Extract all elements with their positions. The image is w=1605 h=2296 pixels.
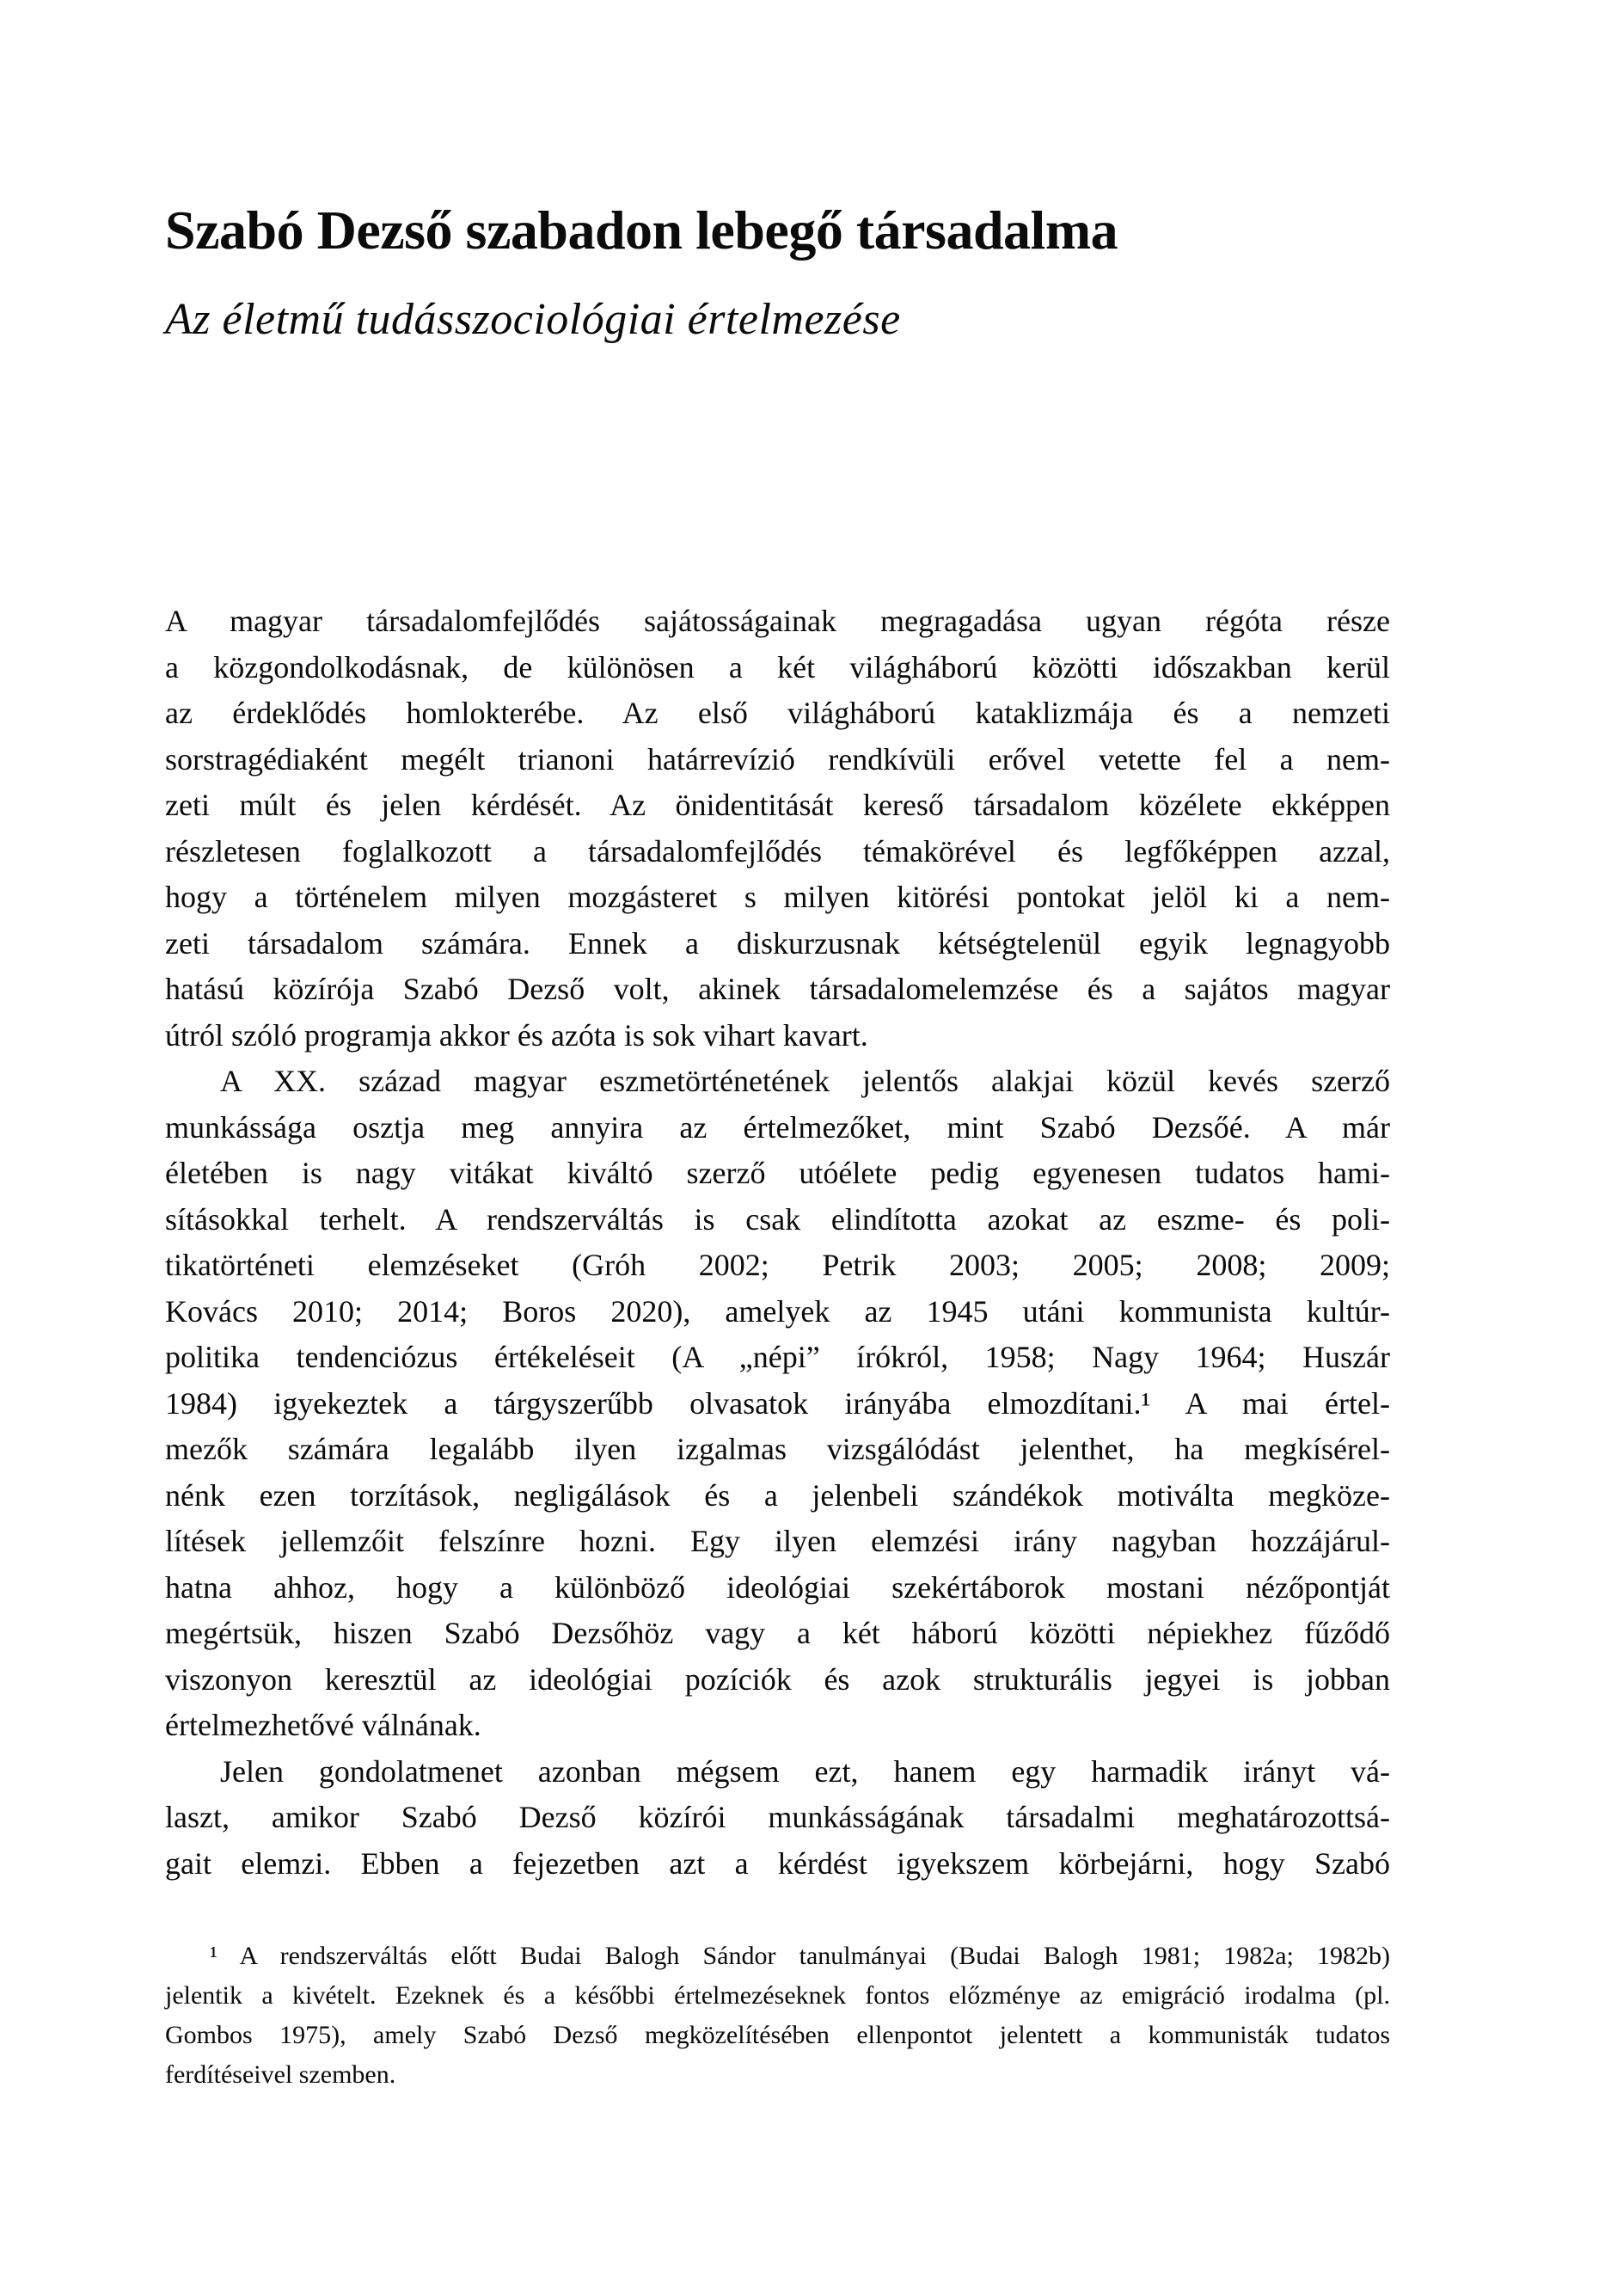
footnote-line: jelentik a kivételt. Ezeknek és a későbbi értelmezéseknek fontos előzménye az emigráció irodalma (pl. xyxy=(165,1981,1390,2010)
article-body xyxy=(165,599,1390,1887)
body-line: lítések jellemzőit felszínre hozni. Egy ilyen elemzési irány nagyban hozzájárul- xyxy=(165,1524,1390,1558)
body-line: munkássága osztja meg annyira az értelmezőket, mint Szabó Dezsőé. A már xyxy=(165,1109,1390,1145)
paragraph xyxy=(165,1059,1390,1749)
body-line: viszonyon keresztül az ideológiai pozíciók és azok strukturális jegyei is jobban xyxy=(165,1661,1390,1697)
footnote-line: ferdítéseivel szemben. xyxy=(165,2060,396,2089)
paragraph xyxy=(165,599,1390,1059)
body-line: tikatörténeti elemzéseket (Gróh 2002; Petrik 2003; 2005; 2008; 2009; xyxy=(165,1248,1390,1282)
body-line: zeti társadalom számára. Ennek a diskurzusnak kétségtelenül egyik legnagyobb xyxy=(165,925,1390,961)
body-line: az érdeklődés homlokterébe. Az első világháború kataklizmája és a nemzeti xyxy=(165,696,1390,730)
body-line: A XX. század magyar eszmetörténetének jelentős alakjai közül kevés szerző xyxy=(220,1064,1390,1098)
body-line: hogy a történelem milyen mozgásteret s milyen kitörési pontokat jelöl ki a nem- xyxy=(165,880,1390,914)
body-line: sorstragédiaként megélt trianoni határrevízió rendkívüli erővel vetette fel a nem- xyxy=(165,741,1390,777)
body-line: sításokkal terhelt. A rendszerváltás is csak elindította azokat az eszme- és poli- xyxy=(165,1201,1390,1237)
footnote-line: ¹ A rendszerváltás előtt Budai Balogh Sándor tanulmányai (Budai Balogh 1981; 1982a; 1982b) xyxy=(210,1942,1390,1970)
body-line: életében is nagy vitákat kiváltó szerző utóélete pedig egyenesen tudatos hami- xyxy=(165,1156,1390,1190)
body-line: részletesen foglalkozott a társadalomfejlődés témakörével és legfőképpen azzal, xyxy=(165,833,1390,869)
body-line: megértsük, hiszen Szabó Dezsőhöz vagy a két háború közötti népiekhez fűződő xyxy=(165,1616,1390,1650)
body-line: Kovács 2010; 2014; Boros 2020), amelyek az 1945 utáni kommunista kultúr- xyxy=(165,1293,1390,1329)
paragraph xyxy=(165,1749,1390,1888)
body-line: A magyar társadalomfejlődés sajátosságainak megragadása ugyan régóta része xyxy=(165,604,1390,638)
body-line: nénk ezen torzítások, negligálások és a jelenbeli szándékok motiválta megköze- xyxy=(165,1477,1390,1513)
body-line: 1984) igyekeztek a tárgyszerűbb olvasatok irányába elmozdítani.¹ A mai értel- xyxy=(165,1385,1390,1421)
footnote-line: Gombos 1975), amely Szabó Dezső megközelítésében ellenpontot jelentett a kommunisták tudatos xyxy=(165,2021,1390,2049)
body-line: mezők számára legalább ilyen izgalmas vizsgálódást jelenthet, ha megkísérel- xyxy=(165,1432,1390,1466)
page-title: Szabó Dezső szabadon lebegő társadalma xyxy=(165,200,1118,261)
body-line: hatna ahhoz, hogy a különböző ideológiai szekértáborok mostani nézőpontját xyxy=(165,1569,1390,1605)
body-line: értelmezhetővé válnának. xyxy=(165,1708,481,1742)
body-line: laszt, amikor Szabó Dezső közírói munkásságának társadalmi meghatározottsá- xyxy=(165,1800,1390,1834)
body-line: hatású közírója Szabó Dezső volt, akinek társadalomelemzése és a sajátos magyar xyxy=(165,972,1390,1006)
page-subtitle: Az életmű tudásszociológiai értelmezése xyxy=(165,295,901,344)
body-line: útról szóló programja akkor és azóta is sok vihart kavart. xyxy=(165,1017,868,1053)
body-line: gait elemzi. Ebben a fejezetben azt a kérdést igyekszem körbejárni, hogy Szabó xyxy=(165,1845,1390,1881)
body-line: a közgondolkodásnak, de különösen a két világháború közötti időszakban kerül xyxy=(165,649,1390,685)
body-line: Jelen gondolatmenet azonban mégsem ezt, hanem egy harmadik irányt vá- xyxy=(220,1753,1390,1789)
footnote xyxy=(165,1937,1390,2095)
body-line: politika tendenciózus értékeléseit (A „népi” írókról, 1958; Nagy 1964; Huszár xyxy=(165,1340,1390,1374)
body-line: zeti múlt és jelen kérdését. Az önidentitását kereső társadalom közélete ekképpen xyxy=(165,788,1390,822)
